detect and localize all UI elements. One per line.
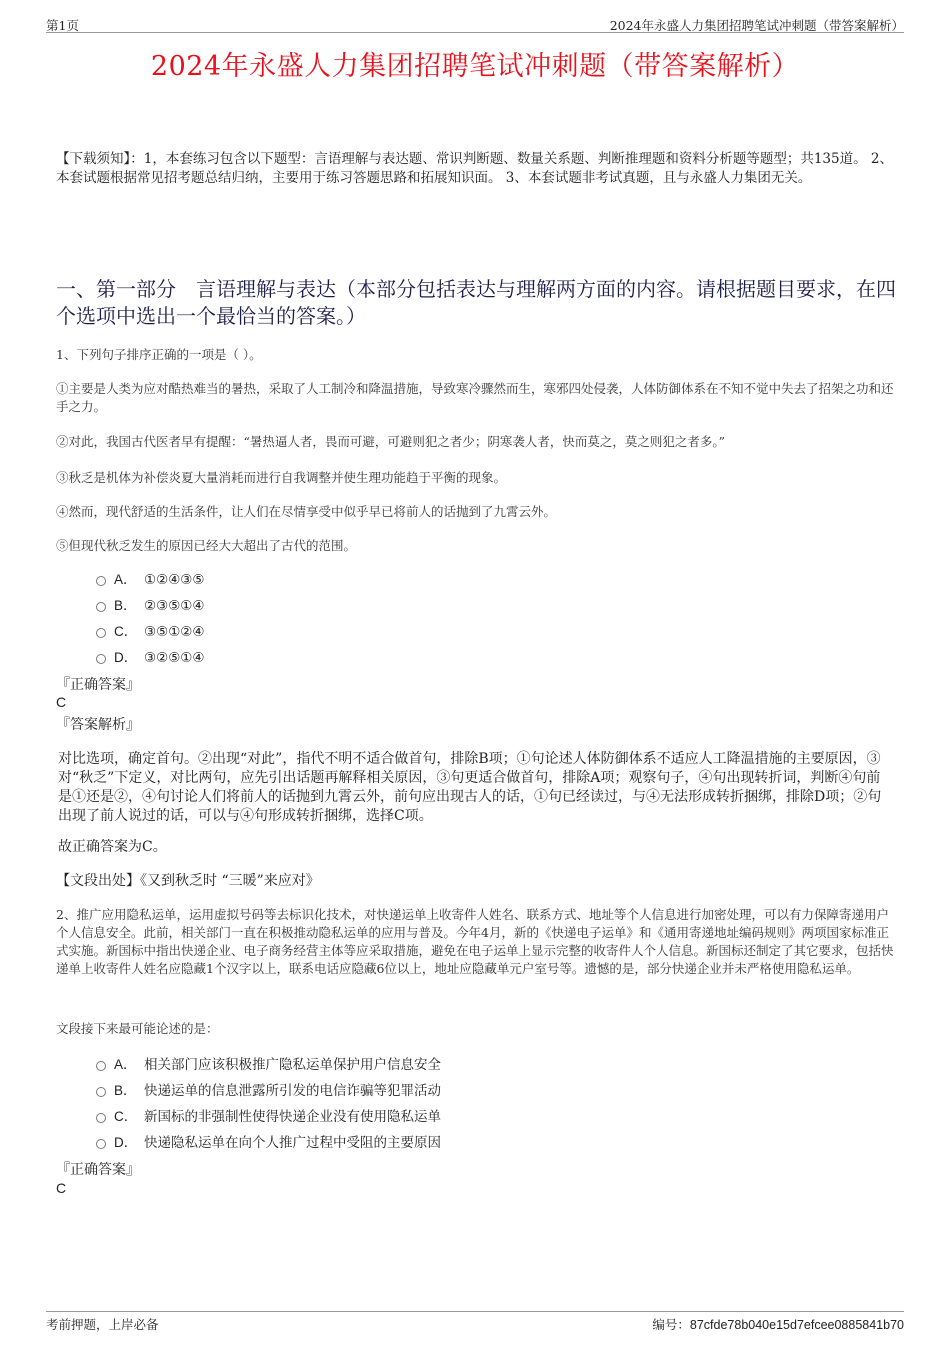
footer-slogan: 考前押题，上岸必备 — [46, 1317, 159, 1332]
radio-icon[interactable] — [96, 1087, 106, 1097]
q2-options — [96, 1052, 441, 1156]
q1-sentence-4: ④然而，现代舒适的生活条件，让人们在尽情享受中似乎早已将前人的话抛到了九霄云外。 — [56, 504, 557, 519]
q2-option-d[interactable]: D． 快递隐私运单在向个人推广过程中受阻的主要原因 — [96, 1130, 441, 1156]
section-heading: 一、第一部分 言语理解与表达（本部分包括表达与理解两方面的内容。请根据题目要求，在四个选项中选出一个最恰当的答案。） — [56, 277, 896, 328]
q2-answer-label: 『正确答案』 — [56, 1162, 140, 1178]
q1-option-a[interactable]: A． ①②④③⑤ — [96, 567, 205, 593]
q2-option-a[interactable]: A． 相关部门应该积极推广隐私运单保护用户信息安全 — [96, 1052, 441, 1078]
q1-options — [96, 567, 205, 671]
document-title: 2024年永盛人力集团招聘笔试冲刺题（带答案解析） — [150, 51, 800, 82]
q1-option-c[interactable]: C． ③⑤①②④ — [96, 619, 205, 645]
page-header — [46, 14, 904, 33]
q1-analysis-label: 『答案解析』 — [56, 717, 140, 733]
q1-sentence-3: ③秋乏是机体为补偿炎夏大量消耗而进行自我调整并使生理功能趋于平衡的现象。 — [56, 470, 507, 485]
q1-sentence-5: ⑤但现代秋乏发生的原因已经大大超出了古代的范围。 — [56, 538, 357, 553]
q1-option-d[interactable]: D． ③②⑤①④ — [96, 645, 205, 671]
radio-icon[interactable] — [96, 1061, 106, 1071]
q1-sentence-1: ①主要是人类为应对酷热难当的暑热，采取了人工制冷和降温措施，导致寒冷骤然而生，寒邪四处侵袭，人体防御体系在不知不觉中失去了招架之功和还手之力。 — [56, 381, 894, 414]
q1-sentence-2: ②对此，我国古代医者早有提醒：“暑热逼人者，畏而可避，可避则犯之者少；阴寒袭人者，快而莫之，莫之则犯之者多。” — [56, 434, 726, 449]
radio-icon[interactable] — [96, 628, 106, 638]
radio-icon[interactable] — [96, 576, 106, 586]
q1-stem: 1、下列句子排序正确的一项是（ ）。 — [56, 347, 262, 362]
q1-source: 【文段出处】《又到秋乏时 “三暖”来应对》 — [56, 873, 320, 889]
header-doc-title: 2024年永盛人力集团招聘笔试冲刺题（带答案解析） — [609, 18, 904, 33]
q1-answer: C — [56, 694, 67, 710]
radio-icon[interactable] — [96, 654, 106, 664]
q1-option-b[interactable]: B． ②③⑤①④ — [96, 593, 205, 619]
download-notice: 【下载须知】：1，本套练习包含以下题型：言语理解与表达题、常识判断题、数量关系题、判断推理题和资料分析题等题型；共135道。 2、本套试题根据常见招考题总结归纳，主要用于练习答题思路和拓展知识面。 3、本套试题非考试真题，且与永盛人力集团无关。 — [56, 151, 893, 186]
page-number: 第1页 — [46, 18, 79, 33]
q1-analysis: 对比选项，确定首句。②出现“对此”，指代不明不适合做首句，排除B项；①句论述人体防御体系不适应人工降温措施的主要原因，③对“秋乏”下定义，对比两句，应先引出话题再解释相关原因，③句更适合做首句，排除A项；观察句子，④句出现转折词，判断④句前是①还是②，④句讨论人们将前人的话抛到九霄云外，前句应出现古人的话，①句已经读过，与④无法形成转折捆绑，排除D项；②句出现了前人说过的话，可以与④句形成转折捆绑，选择C项。 — [58, 751, 882, 824]
q2-option-b[interactable]: B． 快递运单的信息泄露所引发的电信诈骗等犯罪活动 — [96, 1078, 441, 1104]
radio-icon[interactable] — [96, 1139, 106, 1149]
radio-icon[interactable] — [96, 602, 106, 612]
page-footer — [46, 1311, 904, 1332]
footer-code: 编号：87cfde78b040e15d7efcee0885841b70 — [652, 1317, 904, 1332]
q2-option-c[interactable]: C． 新国标的非强制性使得快递企业没有使用隐私运单 — [96, 1104, 441, 1130]
radio-icon[interactable] — [96, 1113, 106, 1123]
q2-stem: 2、推广应用隐私运单，运用虚拟号码等去标识化技术，对快递运单上收寄件人姓名、联系方式、地址等个人信息进行加密处理，可以有力保障寄递用户个人信息安全。此前，相关部门一直在积极推动隐私运单的应用与普及。今年4月，新的《快递电子运单》和《通用寄递地址编码规则》两项国家标准正式实施。新国标中指出快递企业、电子商务经营主体等应采取措施，避免在电子运单上显示完整的收寄件人个人信息。新国标还制定了其它要求，包括快递单上收寄件人姓名应隐藏1个汉字以上，联系电话应隐藏6位以上，地址应隐藏单元户室号等。遗憾的是，部分快递企业并未严格使用隐私运单。 — [56, 907, 894, 976]
q2-prompt: 文段接下来最可能论述的是： — [56, 1021, 219, 1036]
q2-answer: C — [56, 1180, 67, 1196]
q1-conclusion: 故正确答案为C。 — [58, 839, 167, 855]
q1-answer-label: 『正确答案』 — [56, 677, 140, 693]
